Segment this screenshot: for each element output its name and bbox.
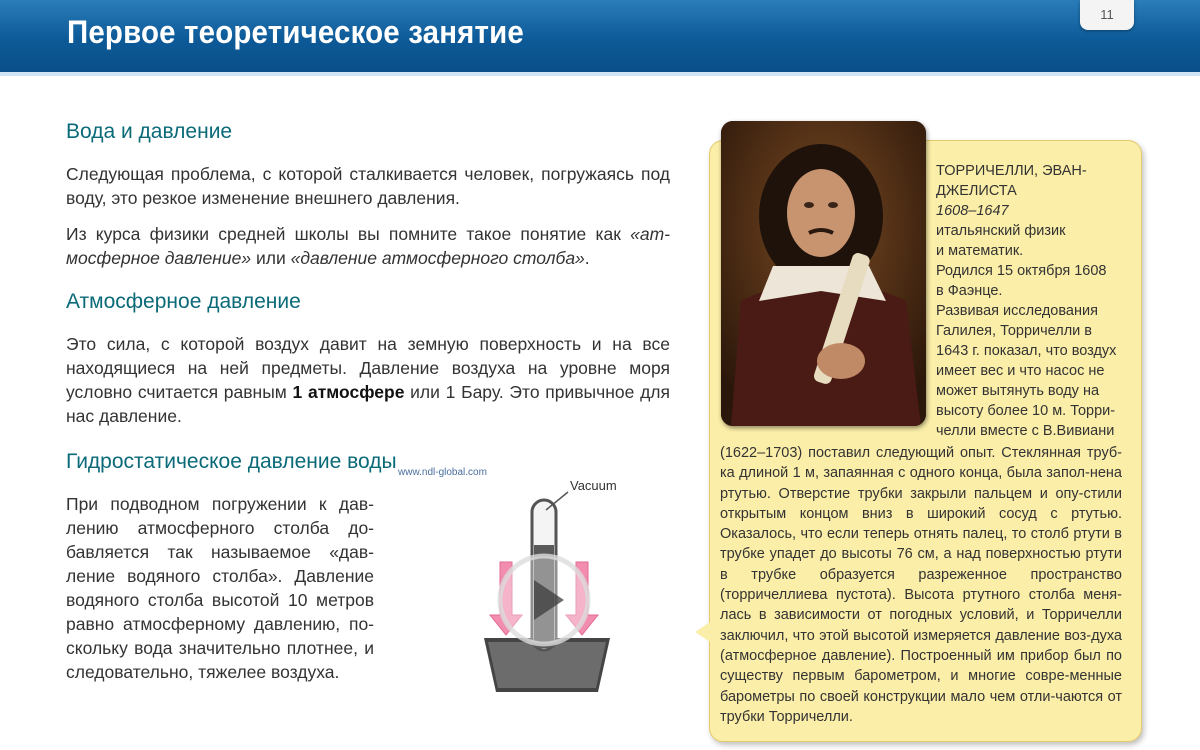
bio-name-line2: ДЖЕЛИСТА	[936, 183, 1017, 199]
page-title: Первое теоретическое занятие	[67, 14, 524, 50]
bio-line: имеет вес и что насос не	[936, 363, 1105, 379]
term-atmospheric-pressure: «ат-мосферное давление»	[66, 224, 670, 268]
bio-continuation: (1622–1703) поставил следующий опыт. Стеклянная труб-ка длиной 1 м, запаянная с одного конца, была запол-нена ртутью. Отверстие трубки закрыли пальцем и опу-стили открытым концом вниз в широкий сосуд с ртутью. Оказалось, что если теперь отнять палец, то столб ртути в трубке упадет до высоты 76 см, а над поверхностью ртути в трубке образуется разреженное пространство (торричеллиева пустота). Высота ртутного столба меня-лась в зависимости от погодных условий, и Торричелли заключил, что этой высотой измеряется давление воз-духа (атмосферное давление). Построенный им прибор был по существу первым барометром, и многие совре-менные барометры по своей конструкции мало чем отли-чаются от трубки Торричелли.	[720, 445, 1122, 725]
bio-line: челли вместе с В.Вивиани	[936, 423, 1115, 439]
bio-line: в Фаэнце.	[936, 283, 1003, 299]
text-fragment: или	[251, 248, 291, 268]
torricelli-portrait	[721, 121, 926, 426]
portrait-image	[721, 121, 926, 426]
bio-line: и математик.	[936, 243, 1024, 259]
bio-line: 1643 г. показал, что воздух	[936, 343, 1117, 359]
bio-line: Галилея, Торричелли в	[936, 323, 1093, 339]
text-fragment: Это сила, с которой воздух давит на земную поверхность и на все находящиеся на ней предметы. Давление воздуха на уровне моря условно считается равным	[66, 334, 670, 402]
paragraph-atmospheric	[66, 332, 670, 428]
bio-years: 1608–1647	[936, 203, 1009, 219]
section-heading-atmospheric-pressure: Атмосферное давление	[66, 290, 301, 313]
section-heading-hydrostatic: Гидростатическое давление воды	[66, 450, 397, 473]
bio-line: итальянский физик	[936, 223, 1066, 239]
paragraph-hydrostatic: При подводном погружении к дав-лению атмосферного столба до-бавляется так называемое «дав-ление водяного столба». Давление водяного столба высотой 10 метров равно атмосферному давлению, по-скольку вода значительно плотнее, и следовательно, тяжелее воздуха.	[66, 494, 374, 682]
section-heading-water-pressure: Вода и давление	[66, 120, 233, 143]
bio-line: Родился 15 октября 1608	[936, 263, 1107, 279]
paragraph-school-physics	[66, 222, 670, 270]
barometer-diagram	[470, 470, 640, 700]
header-divider	[0, 72, 1200, 76]
text-fragment: Из курса физики средней школы вы помните такое понятие как	[66, 224, 631, 244]
bio-line: Развивая исследования	[936, 303, 1098, 319]
page-number: 11	[1080, 0, 1134, 30]
paragraph-intro: Следующая проблема, с которой сталкивается человек, погружаясь под воду, это резкое изменение внешнего давления.	[66, 164, 670, 208]
bio-line: может вытянуть воду на	[936, 383, 1100, 399]
text-fragment: .	[584, 248, 590, 268]
bold-term-one-atmosphere: 1 атмосфере	[292, 382, 405, 402]
vacuum-label: Vacuum	[570, 478, 617, 493]
bio-line: высоту более 10 м. Торри-	[936, 403, 1116, 419]
sidebar-notch	[695, 622, 710, 642]
image-credit: www.ndl-global.com	[398, 467, 487, 478]
term-column-pressure: «давление атмосферного столба»	[290, 248, 585, 268]
bio-name-line1: ТОРРИЧЕЛЛИ, ЭВАН-	[936, 163, 1087, 179]
text-fragment: или 1 Бару. Это привычное для нас давление.	[66, 382, 670, 426]
